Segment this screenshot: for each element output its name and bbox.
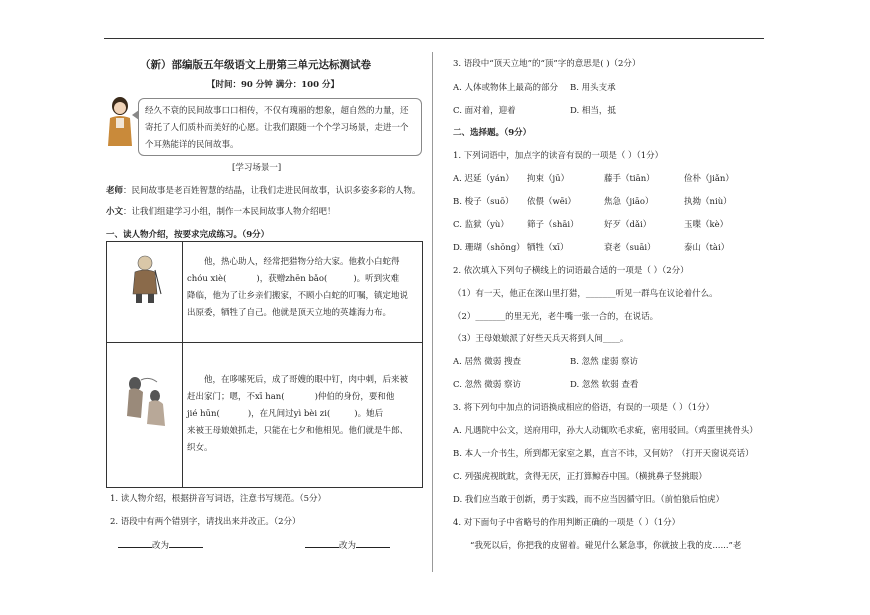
mc-4: 4. 对下面句子中省略号的作用判断正确的一项是（ ）（1分） [453,518,681,528]
mc-2-sentence-2: （2）_______的里无光，老牛嘴一张一合的，在说话。 [453,312,659,322]
mc-1-option-a [453,174,734,185]
question-2: 2. 语段中有两个错别字，请找出来并改正。（2分） [110,517,301,527]
mc-1-d-4: 泰山（tài） [684,243,730,253]
teacher-line [106,186,421,197]
q3-option-d: D. 相当，抵 [570,106,616,116]
correction-1 [118,541,203,552]
q3-option-a: A. 人体或物体上最高的部分 [453,83,559,93]
mc-2-sentence-1: （1）有一天，他正在深山里打猎，_______听见一群鸟在议论着什么。 [453,289,718,299]
mc-1-d-2: 牺牲（xī） [527,243,569,253]
column-divider [432,52,433,572]
mc-2: 2. 依次填入下列句子横线上的词语最合适的一项是（ ）（2分） [453,266,689,276]
card-2-line-3 [187,406,417,423]
mc-2-option-b: B. 忽然 虚弱 察访 [570,357,639,367]
pinyin-yibeizi: )，在凡间过yì bèi zi( [247,409,331,419]
mc-1-a-1: A. 迟延（yán） [453,174,514,184]
mc-1-c-3: 好歹（dǎi） [604,220,652,230]
mc-4-quote: “我死以后，你把我的皮留着。碰见什么紧急事，你就披上我的皮......”老 [470,541,742,551]
hailibu-illustration [127,254,163,308]
header-rule [104,38,764,39]
mc-1-b-1: B. 梭子（suō） [453,197,514,207]
mc-1-b-2: 依偎（wēi） [527,197,577,207]
card-2-line-2 [187,389,417,406]
cowherd-weaver-illustration [119,370,171,434]
mc-2-option-d: D. 忽然 软弱 查看 [570,380,639,390]
card-1-line-4: 出原委，牺牲了自己。他就是顶天立地的英雄海力布。 [187,308,392,318]
mc-2-option-c: C. 忽然 微弱 察访 [453,380,522,390]
mc-1-option-c [453,220,728,231]
mc-2-option-a: A. 居然 微弱 搜查 [453,357,521,367]
q3-option-b: B. 用头支承 [570,83,616,93]
intro-text: 经久不衰的民间故事口口相传，不仅有瑰丽的想象，超自然的力量，还寄托了人们质朴而美好的心愿。让我们跟随一个个学习场景，走进一个个耳熟能详的民间故事。 [145,106,409,150]
table-vline [182,242,183,487]
exam-meta: 【时间：90 分钟 满分：100 分】 [207,80,339,90]
student-label: 小文 [106,207,124,217]
table-mid-rule [107,342,422,343]
section-2-heading: 二、选择题。（9分） [453,128,532,138]
card-2-line-5: 织女。 [187,443,213,453]
mc-1-b-4: 执拗（niù） [684,197,732,207]
mc-1-c-4: 玉喋（kè） [684,220,729,230]
mc-3: 3. 将下列句中加点的词语换成相应的俗语，有误的一项是（ ）（1分） [453,403,715,413]
mc-1-a-2: 拘束（jū） [527,174,570,184]
page-title: （新）部编版五年级语文上册第三单元达标测试卷 [140,59,371,71]
card-2-text [187,372,417,457]
mc-3-option-d: D. 我们应当敢于创新，勇于实践，而不应当因循守旧。（前怕狼后怕虎） [453,495,725,505]
pinyin-xihan: 赶出家门；嗯，不xī han( [187,392,285,402]
mc-1-option-b [453,197,732,208]
card-2-line-3-end: )。她后 [354,409,384,419]
card-1-line-3: 降临，他为了让乡亲们搬家，不顾小白蛇的叮嘱，镇定地说 [187,291,409,301]
correction-1-label: 改为 [152,541,170,551]
blank-wrong-2[interactable] [305,547,339,548]
blank-right-2[interactable] [356,547,390,548]
teacher-text: ：民间故事是老百姓智慧的结晶，让我们走进民间故事，认识多姿多彩的人物。 [123,186,421,196]
pinyin-zhenbao: )，获赠zhēn bǎo( [256,274,328,284]
mc-3-option-c: C. 列强虎视眈眈，贪得无厌，正打算鲸吞中国。（横挑鼻子竖挑眼） [453,472,707,482]
mc-1-d-1: D. 珊瑚（shōng） [453,243,525,253]
student-line [106,207,336,218]
mc-3-option-a: A. 凡遇院中公文，送府用印，孙大人动辄吹毛求疵，密用驳回。（鸡蛋里挑骨头） [453,426,758,436]
mc-1-a-4: 俭朴（jiǎn） [684,174,734,184]
card-2-line-1: 他，在哆嗦死后，成了哥嫂的眼中钉，肉中刺，后来被 [204,375,409,385]
card-1-text [187,254,417,322]
mc-1-c-2: 筛子（shāi） [527,220,579,230]
mc-1-c-1: C. 监狱（yù） [453,220,509,230]
question-3: 3. 语段中“顶天立地”的“顶”字的意思是( )（2分） [453,59,641,69]
mc-1-option-d [453,243,729,254]
mc-3-option-b: B. 本人一介书生，所到都无家室之累，直言不讳，又何妨？（打开天窗说亮话） [453,449,754,459]
student-text: ：让我们组建学习小组，制作一本民间故事人物介绍吧！ [123,207,336,217]
card-1-line-2-end: )。听到灾难 [353,274,400,284]
card-2-line-4: 来被王母娘娘抓走，只能在七夕和他相见。他们就是牛郎、 [187,426,409,436]
mc-2-sentence-3: （3）王母娘娘派了好些天兵天将到人间____。 [453,334,629,344]
mc-1-d-3: 衰老（suāi） [604,243,656,253]
card-2-line-2-end: )仲伯的身份，要和他 [314,392,395,402]
mc-1-b-3: 焦急（jiāo） [604,197,654,207]
card-1-line-2 [187,271,417,288]
teacher-illustration [106,96,134,152]
blank-right-1[interactable] [169,547,203,548]
pinyin-jiehun: jié hūn( [187,409,220,419]
mc-1: 1. 下列词语中，加点字的读音有误的一项是（ ）（1分） [453,151,664,161]
character-table [106,241,423,488]
q3-option-c: C. 面对着，迎着 [453,106,516,116]
section-1-heading: 一、读人物介绍，按要求完成练习。（9分） [106,230,270,240]
teacher-label: 老师 [106,186,124,196]
blank-wrong-1[interactable] [118,547,152,548]
question-1: 1. 读人物介绍，根据拼音写词语，注意书写规范。（5分） [110,494,326,504]
scene-title: [学习场景一] [232,163,282,173]
intro-speech-bubble [138,98,422,156]
correction-2 [305,541,390,552]
mc-1-a-3: 藤手（tiān） [604,174,655,184]
pinyin-chouxie: chóu xiè( [187,274,227,284]
correction-2-label: 改为 [339,541,357,551]
card-1-line-1: 他，热心助人，经常把猎物分给大家。他救小白蛇得 [204,257,400,267]
